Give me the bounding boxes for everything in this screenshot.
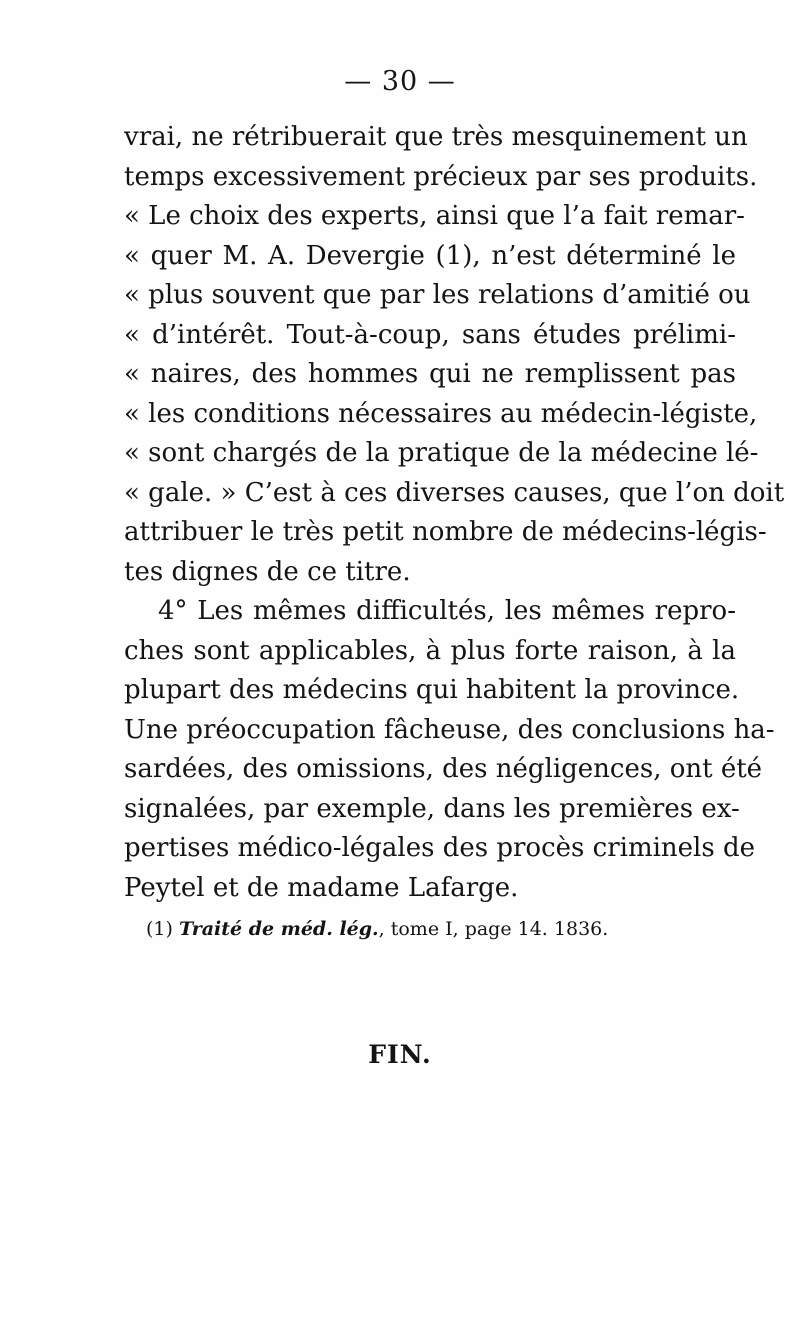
text-line: sardées, des omissions, des négligences, ont été: [124, 754, 763, 784]
text-line: « plus souvent que par les relations d’amitié ou: [124, 280, 751, 310]
text-line: temps excessivement précieux par ses produits.: [124, 161, 758, 192]
text-line: Peytel et de madame Lafarge.: [124, 872, 519, 903]
text-line: signalées, par exemple, dans les premières ex-: [124, 793, 740, 824]
text-line: attribuer le très petit nombre de médecins-légis-: [124, 517, 767, 547]
text-line: tes dignes de ce titre.: [124, 556, 411, 587]
text-line: « d’intérêt. Tout-à-coup, sans études prélimi-: [124, 319, 736, 350]
text-line: « naires, des hommes qui ne remplissent pas: [124, 359, 736, 389]
text-line: « Le choix des experts, ainsi que l’a fait remar-: [124, 201, 745, 231]
text-line: 4° Les mêmes difficultés, les mêmes repro-: [158, 596, 736, 626]
text-line: Une préoccupation fâcheuse, des conclusions ha-: [124, 714, 775, 745]
text-line: plupart des médecins qui habitent la province.: [124, 675, 740, 705]
end-mark: FIN.: [368, 1040, 432, 1069]
footnote: [146, 918, 736, 940]
footnote-reference: , tome I, page 14. 1836.: [378, 918, 609, 940]
text-line: « sont chargés de la pratique de la médecine lé-: [124, 438, 759, 468]
text-line: vrai, ne rétribuerait que très mesquinement un: [124, 122, 748, 152]
text-line: « gale. » C’est à ces diverses causes, que l’on doit: [124, 477, 785, 508]
footnote-marker: (1): [146, 918, 173, 940]
footnote-title: Traité de méd. lég.: [178, 918, 379, 940]
body-text: [124, 118, 785, 908]
text-line: « quer M. A. Devergie (1), n’est déterminé le: [124, 240, 736, 271]
text-line: ches sont applicables, à plus forte raison, à la: [124, 635, 736, 666]
text-line: « les conditions nécessaires au médecin-légiste,: [124, 398, 758, 429]
page-number: — 30 —: [344, 66, 456, 97]
text-line: pertises médico-légales des procès criminels de: [124, 833, 755, 863]
